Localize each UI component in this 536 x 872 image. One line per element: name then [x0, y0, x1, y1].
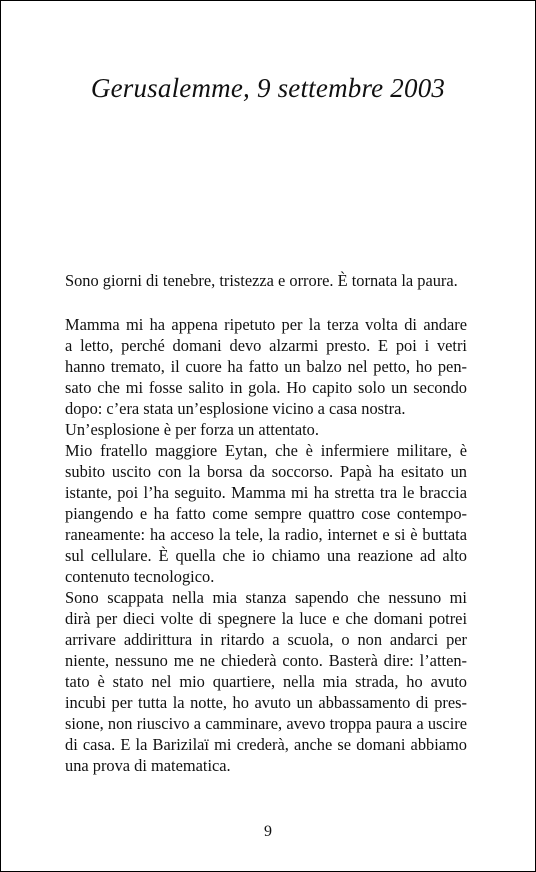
text-line: Mio fratello maggiore Eytan, che è infermiere militare, è — [65, 441, 467, 460]
text-line: niente, nessuno me ne chiederà conto. Basterà dire: l’atten- — [65, 651, 467, 670]
text-line: sato che mi fosse salito in gola. Ho capito solo un secondo — [65, 378, 467, 397]
text-line: Un’esplosione è per forza un attentato. — [65, 420, 319, 439]
text-line: Sono scappata nella mia stanza sapendo che nessuno mi — [65, 588, 467, 607]
text-line: arrivare addirittura in ritardo a scuola, o non andarci per — [65, 630, 467, 649]
text-line: Sono giorni di tenebre, tristezza e orrore. È tornata la paura. — [65, 271, 458, 290]
text-line: incubi per tutta la notte, ho avuto un abbassamento di pres- — [65, 693, 467, 712]
text-line: a letto, perché domani devo alzarmi presto. E poi i vetri — [65, 336, 467, 355]
text-line: piangendo e ha fatto come sempre quattro cose contempo- — [65, 504, 467, 523]
text-line: sione, non riuscivo a camminare, avevo troppa paura a uscire — [65, 714, 467, 733]
text-line: contenuto tecnologico. — [65, 567, 215, 586]
text-line: Mamma mi ha appena ripetuto per la terza volta di andare — [65, 315, 467, 334]
text-line: una prova di matematica. — [65, 756, 231, 775]
text-line: istante, poi l’ha seguito. Mamma mi ha stretta tra le braccia — [65, 483, 467, 502]
chapter-title: Gerusalemme, 9 settembre 2003 — [90, 73, 446, 103]
text-line: dopo: c’era stata un’esplosione vicino a casa nostra. — [65, 399, 406, 418]
text-line: di casa. E la Barizilaï mi crederà, anche se domani abbiamo — [65, 735, 467, 754]
text-line: hanno tremato, il cuore ha fatto un balzo nel petto, ho pen- — [65, 357, 467, 376]
text-line: raneamente: ha acceso la tele, la radio, internet e si è buttata — [65, 525, 467, 544]
text-line: sul cellulare. È quella che io chiamo una reazione ad alto — [65, 546, 467, 565]
text-line: subito uscito con la borsa da soccorso. Papà ha esitato un — [65, 462, 467, 481]
text-line: tato è stato nel mio quartiere, nella mia strada, ho avuto — [65, 672, 467, 691]
text-line: dirà per dieci volte di spegnere la luce e che domani potrei — [65, 609, 467, 628]
page-number: 9 — [264, 823, 272, 840]
